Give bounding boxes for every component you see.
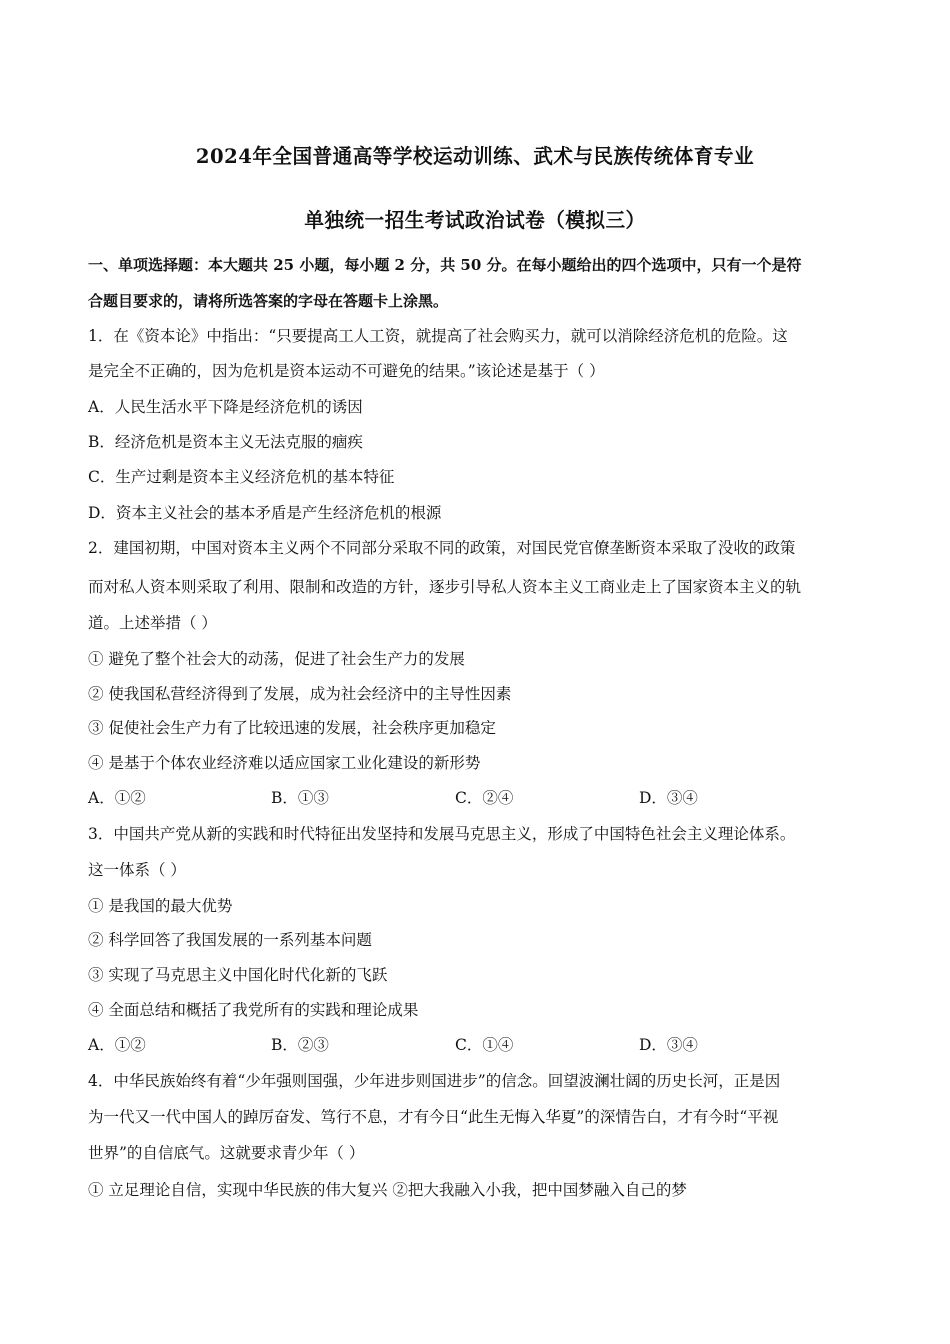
q3-statement-2: ② 科学回答了我国发展的一系列基本问题 [88, 931, 372, 949]
q4-statements-1-2: ① 立足理论自信，实现中华民族的伟大复兴 ②把大我融入小我，把中国梦融入自己的梦 [88, 1181, 687, 1199]
q3-option-c: C．①④ [455, 1036, 514, 1054]
q3-stem-line-2: 这一体系（ ） [88, 861, 186, 879]
q2-option-c: C．②④ [455, 789, 514, 807]
q1-stem-line-1: 1．在《资本论》中指出：“只要提高工人工资，就提高了社会购买力，就可以消除经济危机的危险。这 [88, 327, 788, 345]
q3-option-b: B．②③ [271, 1036, 329, 1054]
q3-option-d: D．③④ [639, 1036, 698, 1054]
q3-statement-3: ③ 实现了马克思主义中国化时代化新的飞跃 [88, 966, 388, 984]
q3-statement-1: ① 是我国的最大优势 [88, 897, 233, 915]
q4-stem-line-2: 为一代又一代中国人的踔厉奋发、笃行不息，才有今日“此生无悔入华夏”的深情告白，才有今时“平视 [88, 1108, 779, 1126]
q4-stem-line-1: 4．中华民族始终有着“少年强则国强，少年进步则国进步”的信念。回望波澜壮阔的历史长河，正是因 [88, 1072, 781, 1090]
q2-option-a: A．①② [88, 789, 146, 807]
section-instruction-line-1: 一、单项选择题：本大题共 25 小题，每小题 2 分，共 50 分。在每小题给出的四个选项中，只有一个是符 [88, 256, 802, 274]
q2-statement-4: ④ 是基于个体农业经济难以适应国家工业化建设的新形势 [88, 754, 481, 772]
q3-stem-line-1: 3．中国共产党从新的实践和时代特征出发坚持和发展马克思主义，形成了中国特色社会主义理论体系。 [88, 825, 796, 843]
section-instruction-line-2: 合题目要求的，请将所选答案的字母在答题卡上涂黑。 [88, 292, 449, 310]
q1-option-b: B．经济危机是资本主义无法克服的痼疾 [88, 433, 363, 451]
q1-option-c: C．生产过剩是资本主义经济危机的基本特征 [88, 468, 395, 486]
exam-title-line-2: 单独统一招生考试政治试卷（模拟三） [304, 208, 646, 232]
q4-stem-line-3: 世界”的自信底气。这就要求青少年（ ） [88, 1144, 365, 1162]
q3-statement-4: ④ 全面总结和概括了我党所有的实践和理论成果 [88, 1001, 419, 1019]
q2-stem-line-2: 而对私人资本则采取了利用、限制和改造的方针，逐步引导私人资本主义工商业走上了国家资本主义的轨 [88, 578, 802, 596]
q1-option-a: A．人民生活水平下降是经济危机的诱因 [88, 398, 363, 416]
q1-stem-line-2: 是完全不正确的，因为危机是资本运动不可避免的结果。”该论述是基于（ ） [88, 362, 605, 380]
q3-option-a: A．①② [88, 1036, 146, 1054]
q2-statement-3: ③ 促使社会生产力有了比较迅速的发展，社会秩序更加稳定 [88, 719, 496, 737]
q2-stem-line-3: 道。上述举措（ ） [88, 614, 217, 632]
q2-option-b: B．①③ [271, 789, 329, 807]
q2-option-d: D．③④ [639, 789, 698, 807]
q2-statement-1: ① 避免了整个社会大的动荡，促进了社会生产力的发展 [88, 650, 465, 668]
q2-statement-2: ② 使我国私营经济得到了发展，成为社会经济中的主导性因素 [88, 685, 512, 703]
exam-title-line-1: 2024年全国普通高等学校运动训练、武术与民族传统体育专业 [195, 144, 755, 168]
q1-option-d: D．资本主义社会的基本矛盾是产生经济危机的根源 [88, 504, 442, 522]
q2-stem-line-1: 2．建国初期，中国对资本主义两个不同部分采取不同的政策，对国民党官僚垄断资本采取了没收的政策 [88, 539, 796, 557]
